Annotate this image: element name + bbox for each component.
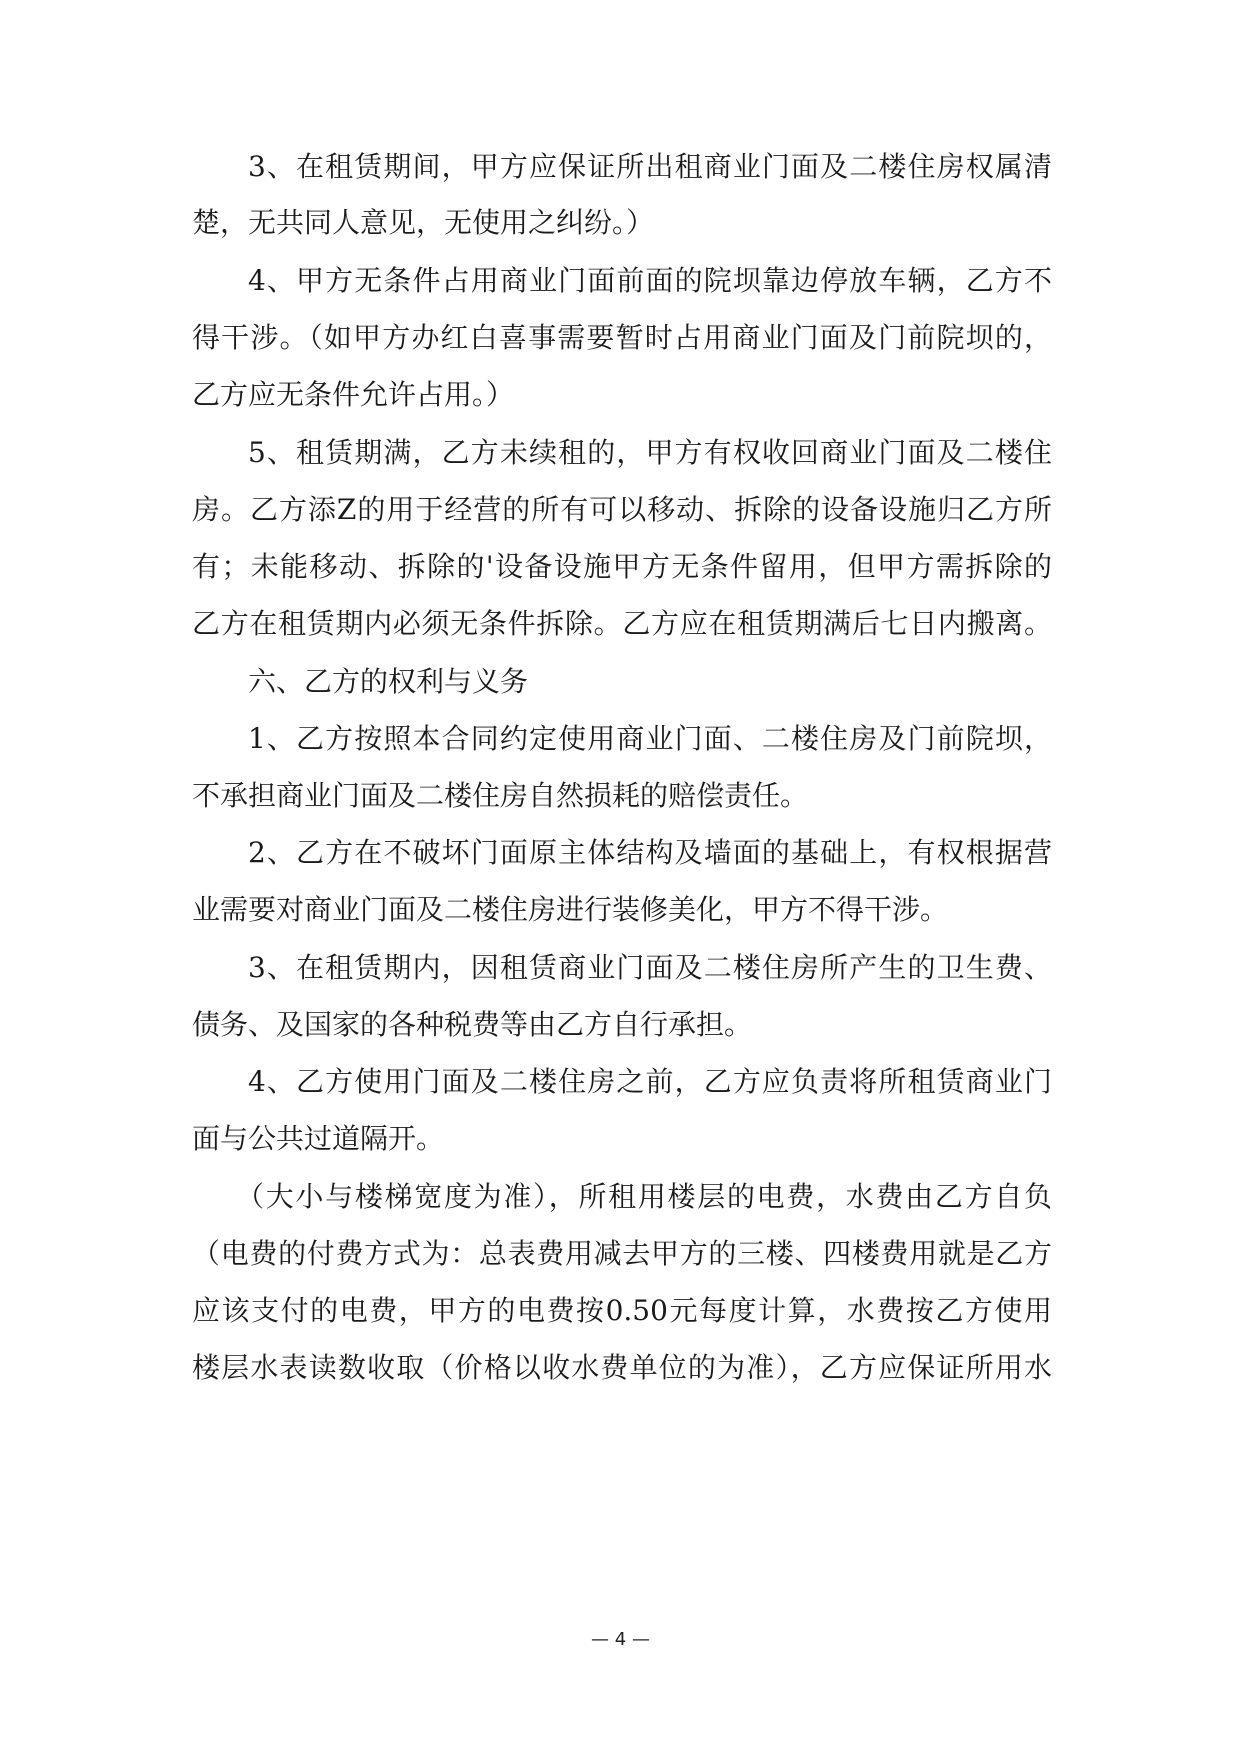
text-line: 2、乙方在不破坏门面原主体结构及墙面的基础上，有权根据营 bbox=[248, 836, 1052, 869]
page-number: — 4 — bbox=[591, 1629, 650, 1650]
text-line: 5、租赁期满，乙方未续租的，甲方有权收回商业门面及二楼住 bbox=[248, 436, 1052, 469]
text-line: 业需要对商业门面及二楼住房进行装修美化，甲方不得干涉。 bbox=[192, 893, 949, 926]
text-line: 楚，无共同人意见，无使用之纠纷。） bbox=[192, 206, 655, 239]
text-line: （电费的付费方式为：总表费用减去甲方的三楼、四楼费用就是乙方 bbox=[192, 1237, 1052, 1270]
text-line: 3、在租赁期内，因租赁商业门面及二楼住房所产生的卫生费、 bbox=[248, 951, 1052, 984]
text-line: 4、甲方无条件占用商业门面前面的院坝靠边停放车辆，乙方不 bbox=[248, 264, 1052, 297]
text-line: 3、在租赁期间，甲方应保证所出租商业门面及二楼住房权属清 bbox=[248, 150, 1052, 183]
text-line: 有；未能移动、拆除的'设备设施甲方无条件留用，但甲方需拆除的 bbox=[192, 550, 1052, 583]
text-line: 不承担商业门面及二楼住房自然损耗的赔偿责任。 bbox=[192, 779, 809, 812]
text-line: 债务、及国家的各种税费等由乙方自行承担。 bbox=[192, 1008, 753, 1041]
text-line: 面与公共过道隔开。 bbox=[192, 1122, 445, 1155]
text-line: 楼层水表读数收取（价格以收水费单位的为准），乙方应保证所用水 bbox=[192, 1351, 1052, 1384]
text-line: 4、乙方使用门面及二楼住房之前，乙方应负责将所租赁商业门 bbox=[248, 1065, 1052, 1098]
text-line: （大小与楼梯宽度为准），所租用楼层的电费，水费由乙方自负 bbox=[236, 1180, 1052, 1213]
text-line: 应该支付的电费，甲方的电费按0.50元每度计算，水费按乙方使用 bbox=[192, 1294, 1052, 1327]
text-line: 房。乙方添Z的用于经营的所有可以移动、拆除的设备设施归乙方所 bbox=[192, 493, 1052, 526]
text-line: 乙方在租赁期内必须无条件拆除。乙方应在租赁期满后七日内搬离。 bbox=[192, 607, 1052, 640]
text-line: 得干涉。（如甲方办红白喜事需要暂时占用商业门面及门前院坝的， bbox=[192, 321, 1052, 354]
text-line: 乙方应无条件允许占用。） bbox=[192, 378, 515, 411]
section-heading: 六、乙方的权利与义务 bbox=[248, 665, 529, 698]
text-line: 1、乙方按照本合同约定使用商业门面、二楼住房及门前院坝， bbox=[248, 722, 1052, 755]
